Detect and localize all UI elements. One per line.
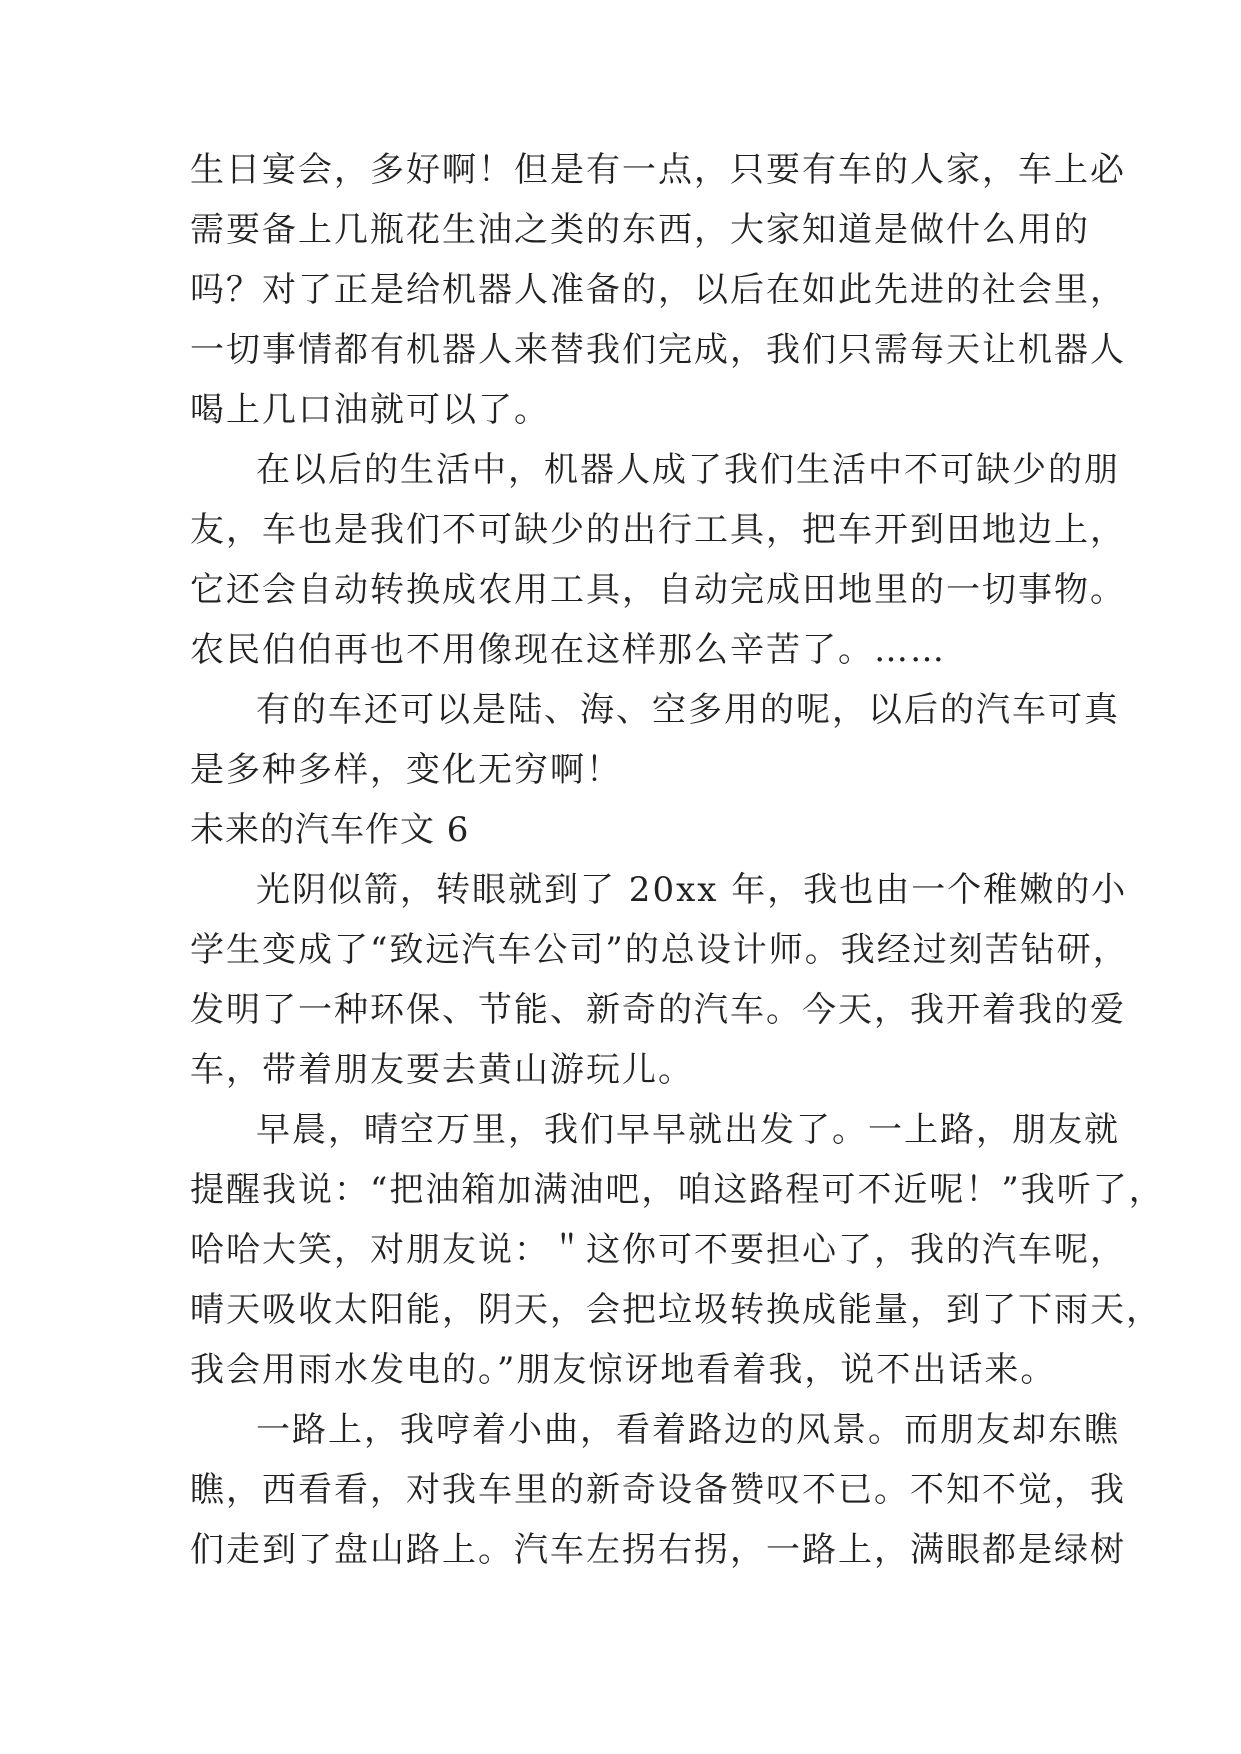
text-line: 提醒我说：“把油箱加满油吧，咱这路程可不近呢！”我听了，	[190, 1170, 1165, 1210]
paragraph-first-line: 一路上，我哼着小曲，看着路边的风景。而朋友却东瞧	[256, 1410, 1120, 1450]
paragraph-first-line: 有的车还可以是陆、海、空多用的呢，以后的汽车可真	[256, 690, 1120, 730]
text-line: 需要备上几瓶花生油之类的东西，大家知道是做什么用的	[190, 210, 1090, 250]
text-line: 发明了一种环保、节能、新奇的汽车。今天，我开着我的爱	[190, 990, 1126, 1030]
paragraph-first-line: 在以后的生活中，机器人成了我们生活中不可缺少的朋	[256, 450, 1120, 490]
text-line: 学生变成了“致远汽车公司”的总设计师。我经过刻苦钻研，	[190, 930, 1129, 970]
text-line: 我会用雨水发电的。”朋友惊讶地看着我，说不出话来。	[190, 1350, 1057, 1390]
text-line: 友，车也是我们不可缺少的出行工具，把车开到田地边上，	[190, 510, 1126, 550]
text-line: 喝上几口油就可以了。	[190, 390, 550, 430]
text-line: 吗？对了正是给机器人准备的，以后在如此先进的社会里，	[190, 270, 1126, 310]
text-line: 农民伯伯再也不用像现在这样那么辛苦了。……	[190, 630, 946, 670]
text-line: 它还会自动转换成农用工具，自动完成田地里的一切事物。	[190, 570, 1126, 610]
paragraph-first-line: 光阴似箭，转眼就到了 20xx 年，我也由一个稚嫩的小	[256, 870, 1128, 910]
text-line: 晴天吸收太阳能，阴天，会把垃圾转换成能量，到了下雨天，	[190, 1290, 1162, 1330]
text-line: 生日宴会，多好啊！但是有一点，只要有车的人家，车上必	[190, 150, 1126, 190]
paragraph-first-line: 早晨，晴空万里，我们早早就出发了。一上路，朋友就	[256, 1110, 1120, 1150]
document-page	[190, 140, 1165, 1580]
text-line: 哈哈大笑，对朋友说：＂这你可不要担心了，我的汽车呢，	[190, 1230, 1126, 1270]
text-line: 是多种多样，变化无穷啊！	[190, 750, 622, 790]
text-line: 一切事情都有机器人来替我们完成，我们只需每天让机器人	[190, 330, 1126, 370]
text-line: 瞧，西看看，对我车里的新奇设备赞叹不已。不知不觉，我	[190, 1470, 1126, 1510]
text-line: 车，带着朋友要去黄山游玩儿。	[190, 1050, 694, 1090]
text-line: 们走到了盘山路上。汽车左拐右拐，一路上，满眼都是绿树	[190, 1530, 1126, 1570]
section-heading: 未来的汽车作文 6	[190, 810, 470, 850]
